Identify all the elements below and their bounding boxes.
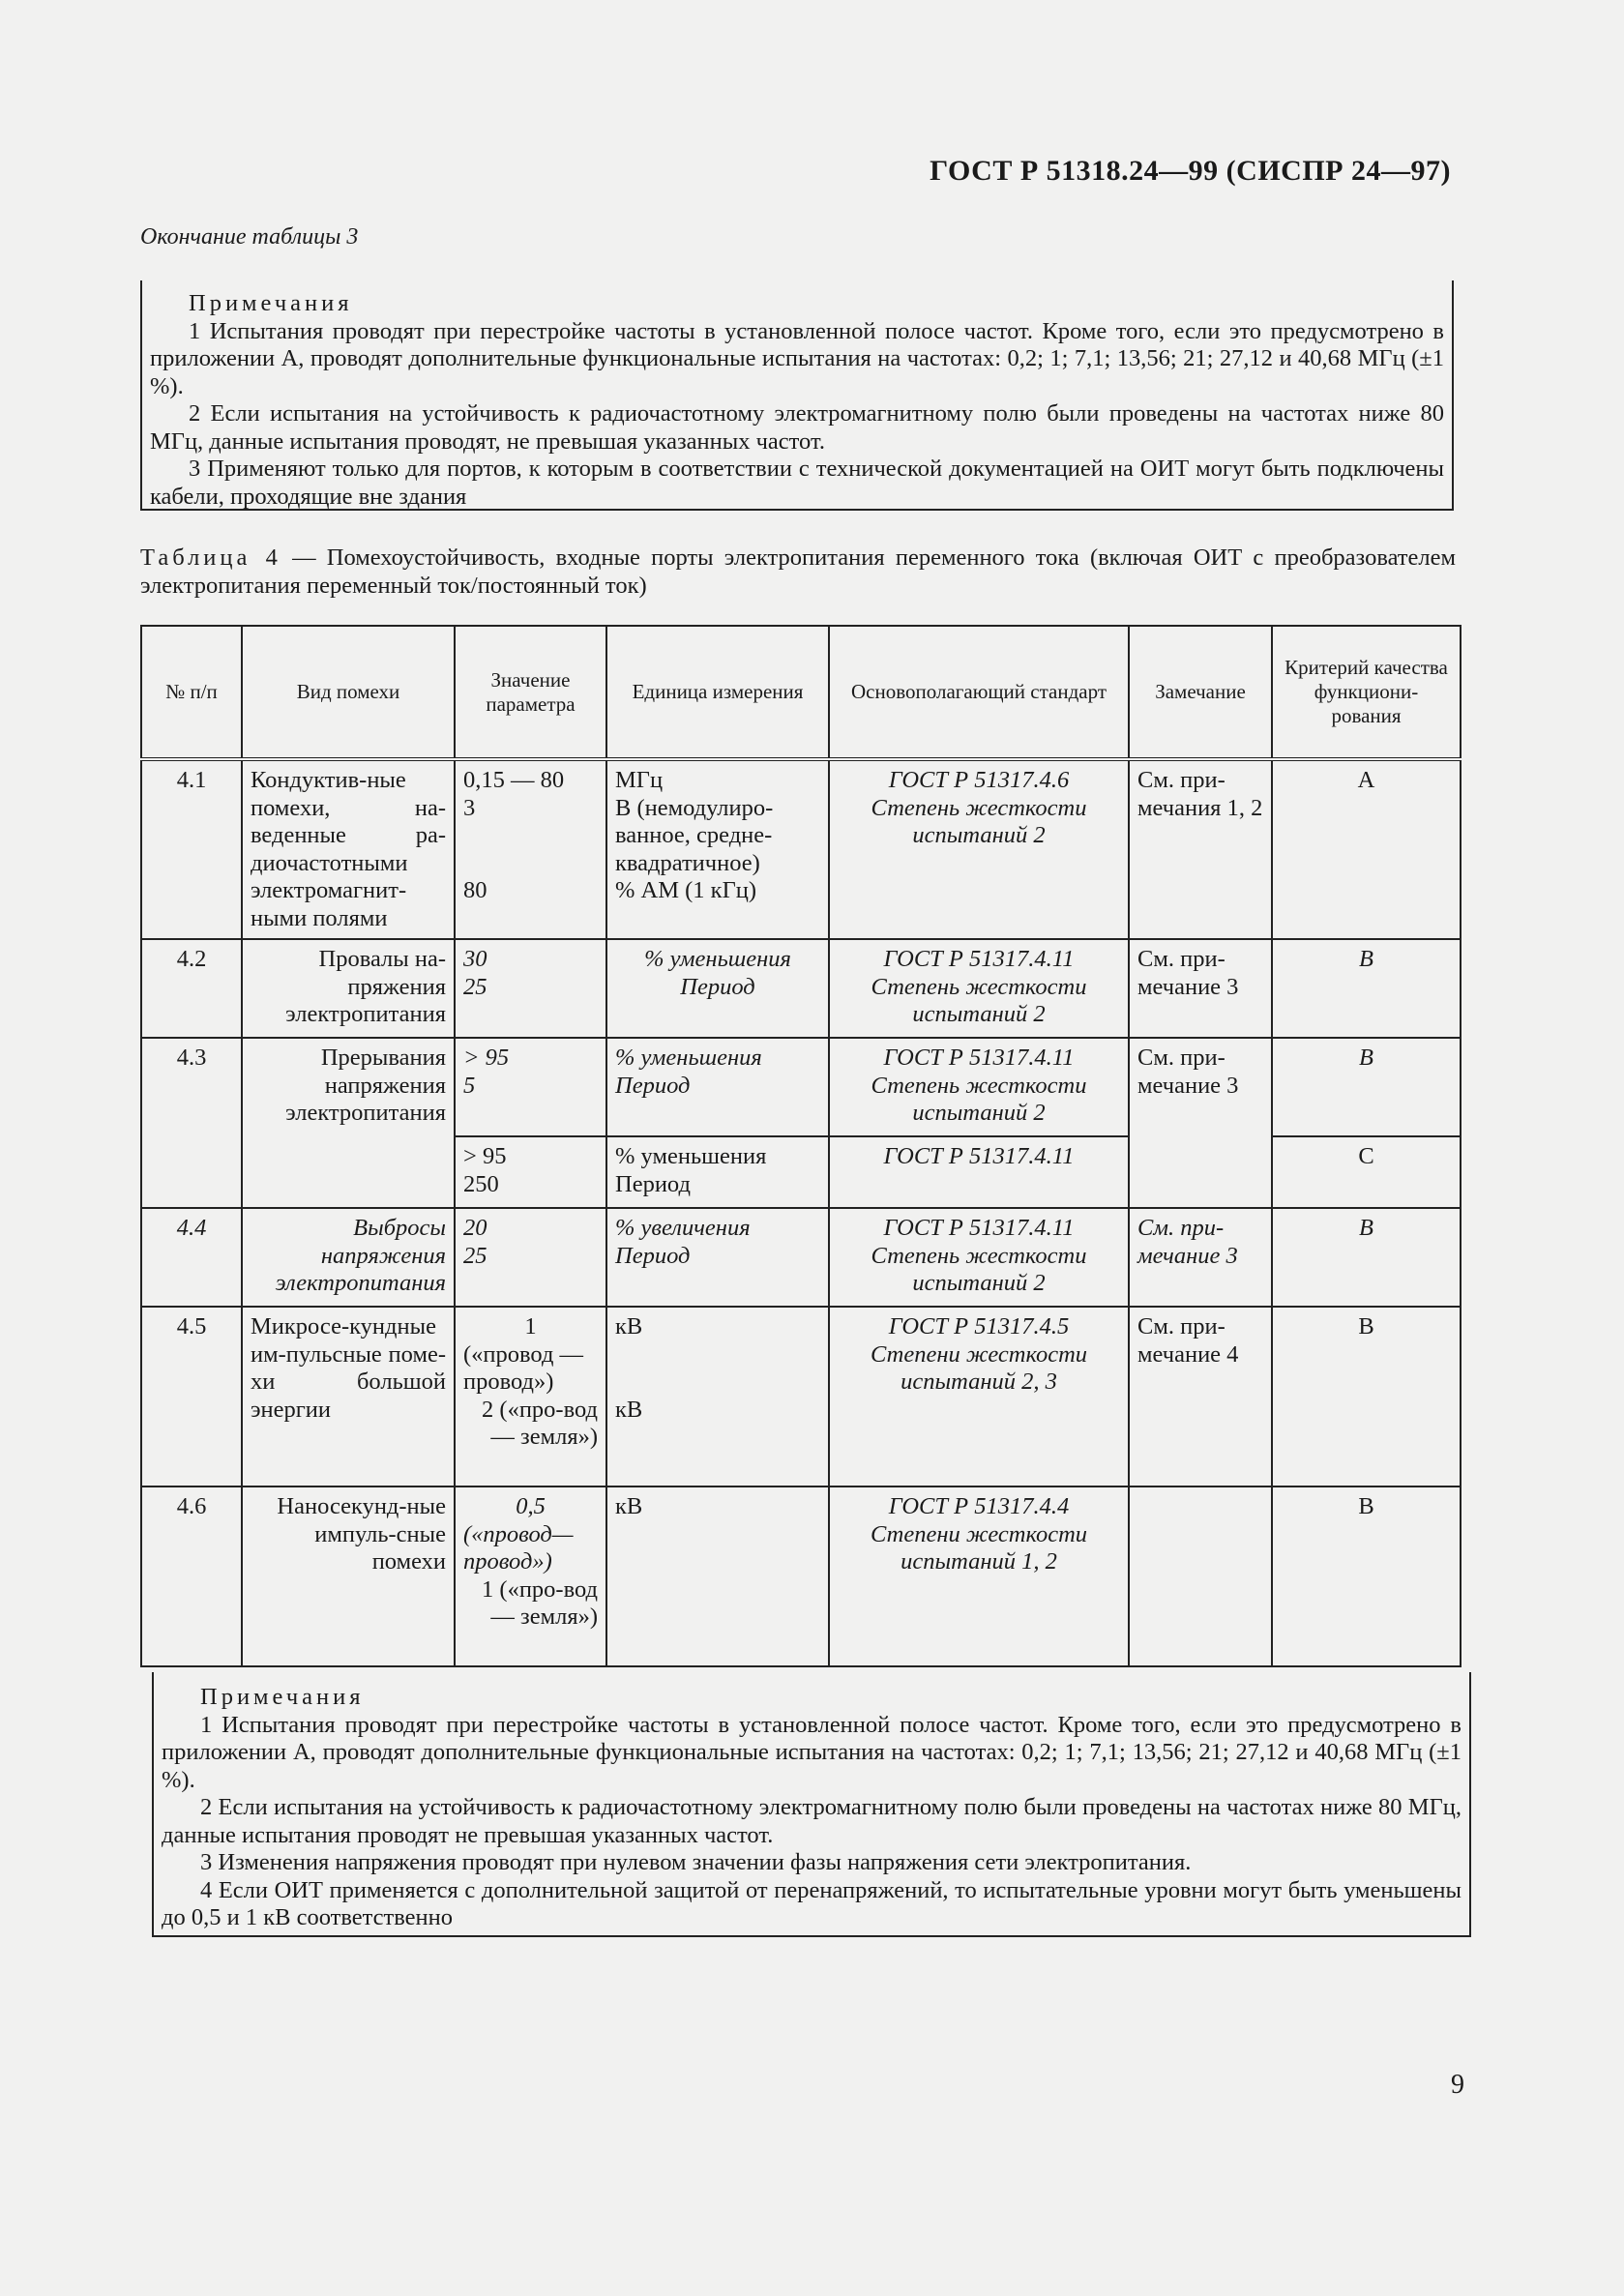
cell-standard: [829, 1208, 1129, 1307]
note-2: 2 Если испытания на устойчивость к радиочастотному электромагнитному полю были проведены на частотах ниже 80 МГц, данные испытания проводят, не превышая указанных частот.: [150, 400, 1444, 455]
header-unit: Единица измерения: [606, 626, 829, 759]
standard-level: Степень жесткости испытаний 2: [871, 973, 1087, 1027]
value-line: 20: [463, 1215, 487, 1241]
cell-unit: [606, 1487, 829, 1666]
standard-level: Степень жесткости испытаний 2: [871, 1072, 1087, 1126]
cell-unit: [606, 759, 829, 939]
cell-criterion: С: [1272, 1136, 1461, 1208]
cell-criterion: В: [1272, 1208, 1461, 1307]
unit-line: кВ: [615, 1493, 643, 1519]
value-line: 5: [463, 1072, 476, 1099]
cell-unit: [606, 1136, 829, 1208]
cell-num: 4.2: [141, 939, 242, 1038]
unit-line: МГц: [615, 767, 664, 793]
standard-level: Степени жесткости испытаний 1, 2: [870, 1520, 1088, 1575]
cell-type: Провалы на-пряжения электропитания: [242, 939, 455, 1038]
cell-standard: [829, 1136, 1129, 1208]
cell-num: 4.1: [141, 759, 242, 939]
standard-ref: ГОСТ Р 51317.4.4: [888, 1493, 1070, 1519]
table-row: [141, 759, 1461, 939]
cell-type: Кондуктив-ные помехи, на-веденные ра-диочастотными электромагнит-ными полями: [242, 759, 455, 939]
cell-num: 4.3: [141, 1038, 242, 1208]
page-number: 9: [1451, 2070, 1464, 2100]
header-value: Значение параметра: [455, 626, 606, 759]
unit-line: % увеличения: [615, 1215, 751, 1241]
standard-ref: ГОСТ Р 51317.4.11: [883, 946, 1075, 972]
cell-remark: См. при-мечание 3: [1129, 1208, 1272, 1307]
value-line: 80: [463, 877, 487, 903]
value-line: 0,5: [516, 1493, 546, 1519]
unit-line: % уменьшения: [644, 946, 791, 972]
value-line: 250: [463, 1170, 499, 1197]
table-continuation-label: Окончание таблицы 3: [140, 224, 359, 250]
standard-level: Степень жесткости испытаний 2: [871, 1242, 1087, 1296]
standard-level: Степени жесткости испытаний 2, 3: [870, 1340, 1088, 1395]
note-3: 3 Изменения напряжения проводят при нулевом значении фазы напряжения сети электропитания.: [200, 1849, 1192, 1875]
cell-type: Выбросы напряжения электропитания: [242, 1208, 455, 1307]
header-standard: Основополагающий стандарт: [829, 626, 1129, 759]
cell-standard: [829, 759, 1129, 939]
cell-value: [455, 1487, 606, 1666]
value-line: 1 («про-вод— земля»): [482, 1575, 598, 1630]
table4: [140, 625, 1462, 1667]
unit-line: кВ: [615, 1396, 643, 1423]
value-line: 25: [463, 1242, 487, 1269]
spacer: [463, 822, 598, 877]
note-1: 1 Испытания проводят при перестройке частоты в установленной полосе частот. Кроме того, если это предусмотрено в приложении А, проводят дополнительные функциональные испытания на частотах: 0,2; 1; 7,1; 13,56; 21; 27,12 и 40,68 МГц (±1 %).: [150, 317, 1444, 399]
value-line: («провод — провод»): [463, 1340, 584, 1395]
cell-unit: [606, 1038, 829, 1136]
standard-ref: ГОСТ Р 51317.4.11: [883, 1045, 1075, 1071]
page-header-title: ГОСТ Р 51318.24—99 (СИСПР 24—97): [930, 155, 1451, 187]
note-2: 2 Если испытания на устойчивость к радиочастотному электромагнитному полю были проведены на частотах ниже 80 МГц, данные испытания проводят не превышая указанных частот.: [162, 1794, 1462, 1848]
unit-line: Период: [615, 1242, 691, 1269]
note-1: 1 Испытания проводят при перестройке частоты в установленной полосе частот. Кроме того, если это предусмотрено в приложении А, проводят дополнительные функциональные испытания на частотах: 0,2; 1; 7,1; 13,56; 21; 27,12 и 40,68 МГц (±1 %).: [162, 1711, 1462, 1793]
header-criterion: Критерий качества функциони-рования: [1272, 626, 1461, 759]
table4-notes: [152, 1672, 1471, 1937]
cell-unit: [606, 939, 829, 1038]
standard-ref: ГОСТ Р 51317.4.6: [888, 767, 1070, 793]
value-line: («провод— провод»): [463, 1520, 574, 1575]
cell-criterion: В: [1272, 1487, 1461, 1666]
unit-line: % АМ (1 кГц): [615, 877, 757, 903]
note-4: 4 Если ОИТ применяется с дополнительной защитой от перенапряжений, то испытательные уровни могут быть уменьшены до 0,5 и 1 кВ соответственно: [162, 1876, 1462, 1930]
unit-line: Период: [615, 1072, 691, 1099]
cell-standard: [829, 939, 1129, 1038]
value-line: 0,15 — 80: [463, 767, 565, 793]
unit-line: Период: [615, 1170, 691, 1197]
cell-standard: [829, 1487, 1129, 1666]
cell-standard: [829, 1038, 1129, 1136]
cell-value: [455, 939, 606, 1038]
table3-notes: [140, 280, 1454, 511]
cell-value: [455, 1136, 606, 1208]
header-type: Вид помехи: [242, 626, 455, 759]
value-line: 30: [463, 946, 487, 972]
table4-caption: [140, 544, 1456, 600]
table-row: [141, 1307, 1461, 1487]
cell-criterion: В: [1272, 1038, 1461, 1136]
cell-standard: [829, 1307, 1129, 1487]
cell-criterion: В: [1272, 939, 1461, 1038]
spacer: [615, 1341, 820, 1397]
unit-line: % уменьшения: [615, 1045, 762, 1071]
value-line: 25: [463, 973, 487, 1000]
standard-ref: ГОСТ Р 51317.4.5: [888, 1313, 1070, 1339]
note-3: 3 Применяют только для портов, к которым в соответствии с технической документацией на ОИТ могут быть подключены кабели, проходящие вне здания: [150, 456, 1444, 510]
cell-value: [455, 1038, 606, 1136]
cell-remark: См. при-мечание 4: [1129, 1307, 1272, 1487]
unit-line: % уменьшения: [615, 1143, 767, 1169]
cell-type: Наносекунд-ные импуль-сные помехи: [242, 1487, 455, 1666]
value-line: 1: [524, 1313, 537, 1339]
header-num: № п/п: [141, 626, 242, 759]
unit-line: Период: [680, 973, 755, 1000]
value-line: 2 («про-вод— земля»): [482, 1396, 598, 1450]
unit-line: В (немодулиро-ванное, средне-квадратичное): [615, 794, 774, 876]
cell-num: 4.4: [141, 1208, 242, 1307]
notes-title: Примечания: [189, 290, 353, 316]
cell-type: Прерывания напряжения электропитания: [242, 1038, 455, 1208]
cell-criterion: А: [1272, 759, 1461, 939]
cell-criterion: В: [1272, 1307, 1461, 1487]
cell-remark: [1129, 1487, 1272, 1666]
value-line: > 95: [463, 1143, 507, 1169]
cell-value: [455, 759, 606, 939]
cell-type: Микросе-кундные им-пульсные поме-хи большой энергии: [242, 1307, 455, 1487]
table-row: [141, 1487, 1461, 1666]
cell-value: [455, 1208, 606, 1307]
standard-level: Степень жесткости испытаний 2: [871, 794, 1087, 848]
value-line: 3: [463, 794, 476, 821]
header-remark: Замечание: [1129, 626, 1272, 759]
standard-ref: ГОСТ Р 51317.4.11: [883, 1143, 1075, 1169]
cell-num: 4.5: [141, 1307, 242, 1487]
table-row: [141, 1208, 1461, 1307]
cell-unit: [606, 1307, 829, 1487]
cell-unit: [606, 1208, 829, 1307]
table4-caption-text: — Помехоустойчивость, входные порты электропитания переменного тока (включая ОИТ с преобразователем электропитания переменный ток/постоянный ток): [140, 545, 1456, 599]
unit-line: кВ: [615, 1313, 643, 1339]
value-line: > 95: [463, 1045, 510, 1071]
table-row: [141, 1038, 1461, 1136]
table4-caption-label: Таблица 4: [140, 545, 281, 571]
cell-remark: См. при-мечания 1, 2: [1129, 759, 1272, 939]
cell-remark: См. при-мечание 3: [1129, 939, 1272, 1038]
table-row: [141, 939, 1461, 1038]
cell-value: [455, 1307, 606, 1487]
table-header-row: [141, 626, 1461, 759]
standard-ref: ГОСТ Р 51317.4.11: [883, 1215, 1075, 1241]
notes-title: Примечания: [200, 1684, 365, 1710]
cell-num: 4.6: [141, 1487, 242, 1666]
cell-remark: См. при-мечание 3: [1129, 1038, 1272, 1208]
